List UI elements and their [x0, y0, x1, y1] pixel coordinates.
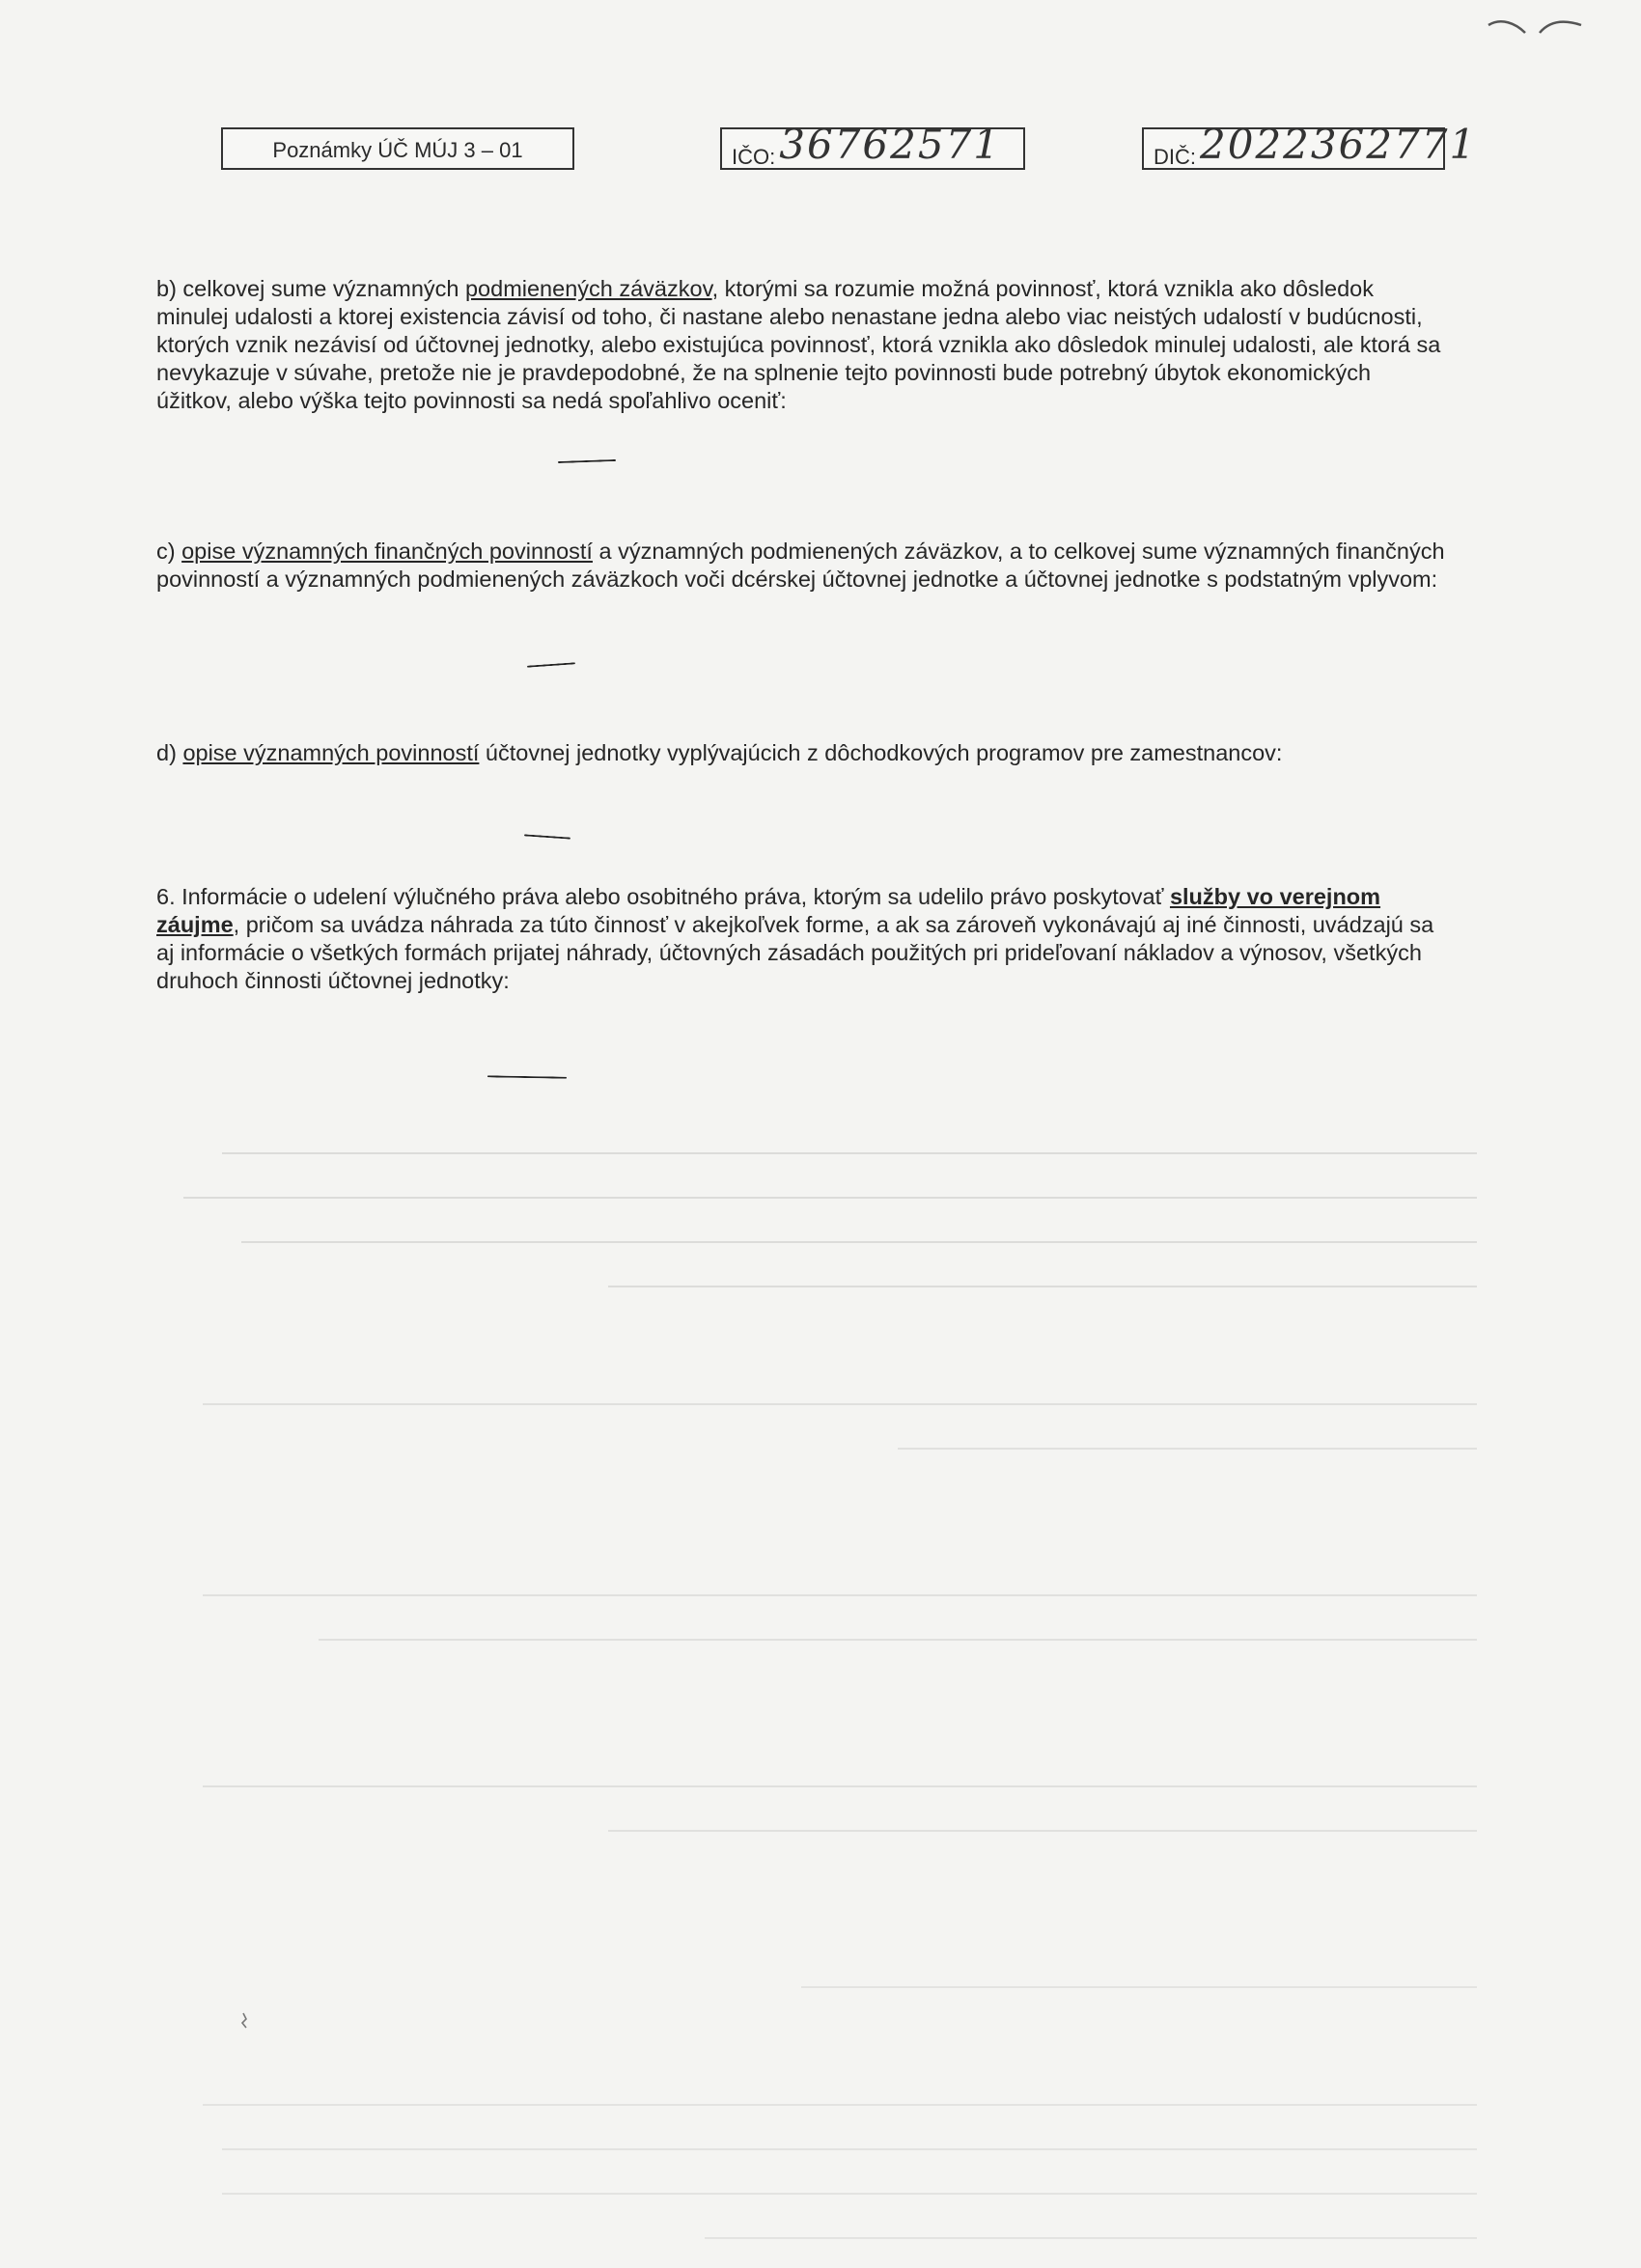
ico-label: IČO:	[732, 145, 776, 169]
page-corner-fold-mark	[1487, 14, 1583, 42]
section-6-text: 6. Informácie o udelení výlučného práva alebo osobitného práva, ktorým sa udelilo právo poskytovať	[156, 884, 1170, 909]
section-c-text-rest: a významných podmienených záväzkov, a to celkovej sume významných finančných povinností a významných podmienených záväzkoch voči dcérskej účtovnej jednotke a účtovnej jednotke s podstatným vplyvom:	[156, 539, 1445, 592]
handwritten-dash-c	[527, 662, 575, 667]
ico-value-handwritten: 36762571	[779, 121, 1002, 168]
section-b-text: b) celkovej sume významných	[156, 276, 465, 301]
stray-mark	[239, 2011, 251, 2031]
section-d-text: d)	[156, 740, 183, 765]
section-d	[156, 739, 1450, 767]
form-title: Poznámky ÚČ MÚJ 3 – 01	[272, 138, 523, 162]
section-b-text-rest: , ktorými sa rozumie možná povinnosť, ktorá vznikla ako dôsledok minulej udalosti a ktorej existencia závisí od toho, či nastane alebo nenastane jedna alebo viac neistých udalostí v budúcnosti, ktorých vznik nezávisí od účtovnej jednotky, alebo existujúca povinnosť, ktorá vznikla ako dôsledok minulej udalosti, ale ktorá sa nevykazuje v súvahe, pretože nie je pravdepodobné, že na splnenie tejto povinnosti bude potrebný úbytok ekonomických úžitkov, alebo výška tejto povinnosti sa nedá spoľahlivo oceniť:	[156, 276, 1441, 413]
section-6	[156, 883, 1450, 995]
dic-box	[1142, 121, 1478, 170]
section-b-underlined: podmienených záväzkov	[464, 276, 712, 301]
form-title-box	[221, 127, 574, 170]
section-6-bold-underlined: služby vo verejnom záujme	[156, 884, 1381, 937]
section-c-underlined: opise významných finančných povinností	[181, 539, 593, 564]
section-c-text: c)	[156, 539, 182, 564]
dic-label: DIČ:	[1154, 145, 1196, 169]
section-b	[156, 275, 1450, 415]
section-c	[156, 538, 1450, 594]
section-6-text-rest: , pričom sa uvádza náhrada za túto činnosť v akejkoľvek forme, a ak sa zároveň vykonávajú aj iné činnosti, uvádzajú sa aj informácie o všetkých formách prijatej náhrady, účtovných zásadách použitých pri prideľovaní nákladov a výnosov, všetkých druhoch činnosti účtovnej jednotky:	[156, 912, 1434, 993]
bleed-through-texture	[145, 1139, 1477, 2268]
dic-value-handwritten: 2022362771	[1200, 121, 1478, 168]
section-d-text-rest: účtovnej jednotky vyplývajúcich z dôchodkových programov pre zamestnancov:	[479, 740, 1283, 765]
section-d-underlined: opise významných povinností	[182, 740, 480, 765]
ico-box	[720, 121, 1025, 170]
handwritten-dash-d	[524, 834, 570, 839]
handwritten-dash-b	[558, 459, 616, 463]
handwritten-dash-6	[487, 1075, 567, 1078]
